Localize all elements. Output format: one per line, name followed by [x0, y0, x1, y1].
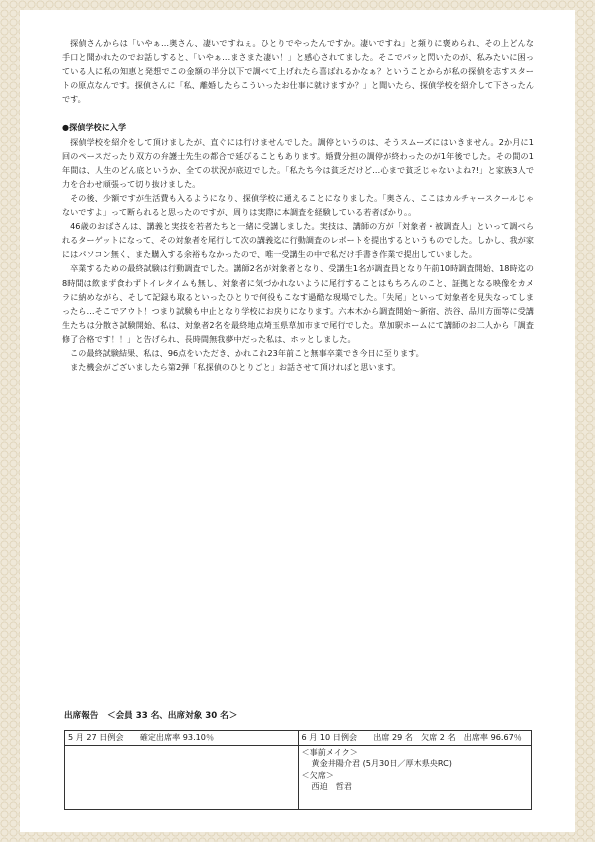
absent-entry: 西迫 哲君 — [311, 781, 352, 791]
paragraph: 卒業するための最終試験は行動調査でした。講師2名が対象者となり、受講生1名が調査員となり午前10時調査開始、18時迄の8時間は飲まず食わずトイレタイムも無し、対象者に気づかれないように尾行することはもちろんのこと、証拠となる映像をカメラに納めながら、そして記録も取るといったひとりで何役もこなす過酷な現場でした。「失尾」といって対象者を見失なってしまったら…そこでアウト！つまり試験も中止となり学校にお戻りになります。六本木から調査開始～新宿、渋谷、品川方面等に受講生たちは分散さ試験開始、私は、対象者2名を最終地点埼玉県草加市まで尾行でした。草加駅ホームにて講師のお二人から「調査修了合格です！！」と告げられ、長時間無我夢中だった私は、ホッとしました。 — [62, 263, 534, 344]
attendance-table — [64, 730, 532, 810]
absent-label: ＜欠席＞ — [301, 769, 334, 780]
paragraph: 探偵学校を紹介をして頂けましたが、直ぐには行けませんでした。調停というのは、そうスムーズにはいきません。2か月に1回のペースだったり双方の弁護士先生の都合で延びることもあります。婚費分担の調停が終わったのが1年後でした。その間の1年間は、人生のどん底というか、全ての状況が底辺でした。「私たち今は貧乏だけど…心まで貧乏じゃないよね?!」と家族3人で力を合わせ頑張って切り抜けました。 — [62, 136, 534, 189]
paragraph: 46歳のおばさんは、講義と実技を若者たちと一緒に受講しました。実技は、講師の方が「対象者・被調査人」といって調べられるターゲットになって、その対象者を尾行して次の講義迄に行動調査のレポートを提出するというものでした。しかし、我が家にはパソコン無く、また購入する余裕もなかったので、唯一受講生の中で私だけ手書き作業で提出していました。 — [62, 221, 534, 260]
section-heading: ●探偵学校に入学 — [62, 122, 127, 133]
article-body — [62, 36, 534, 374]
attendance-report-title: 出席報告 ＜会員 33 名、出席対象 30 名＞ — [64, 711, 238, 721]
meeting-may27-header: 5 月 27 日例会 確定出席率 93.10％ — [65, 731, 299, 746]
meeting-jun10-body — [298, 745, 532, 810]
makeup-entry: 黄金井陽介君 (5月30日／厚木県央RC) — [311, 758, 452, 768]
meeting-may27-body — [65, 745, 299, 810]
paragraph: 探偵さんからは「いやぁ…奥さん、凄いですねぇ。ひとりでやったんですか。凄いですね」と頻りに褒められ、その上どんな手口と聞かれたのでお話しすると、「いやぁ…まさまた凄い！」と感心されてました。そこでパッと閃いたのが、私みたいに困っている人に私の知恵と発想でこの金額の半分以下で調べて上げれたら喜ばれるかなぁ？ということからが私の探偵を志すスタートの原点なんです。探偵さんに「私、離婚したらこういったお仕事に就けますか？」と聞いたら、探偵学校を紹介して下さったんです。 — [62, 38, 534, 105]
paragraph: その後、少額ですが生活費も入るようになり、探偵学校に通えることになりました。「奥さん、ここはカルチャースクールじゃないですよ」って断られると思ったのですが、周りは実際に本調査を経験している若者ばかり。。 — [62, 192, 534, 218]
makeup-label: ＜事前メイク＞ — [301, 746, 358, 757]
paragraph: また機会がございましたら第2弾「私探偵のひとりごと」お話させて頂ければと思います。 — [70, 362, 401, 373]
paragraph: この最終試験結果、私は、96点をいただき、かれこれ23年前こと無事卒業でき今日に至ります。 — [70, 347, 424, 358]
meeting-jun10-header: 6 月 10 日例会 出席 29 名 欠席 2 名 出席率 96.67％ — [298, 731, 532, 746]
